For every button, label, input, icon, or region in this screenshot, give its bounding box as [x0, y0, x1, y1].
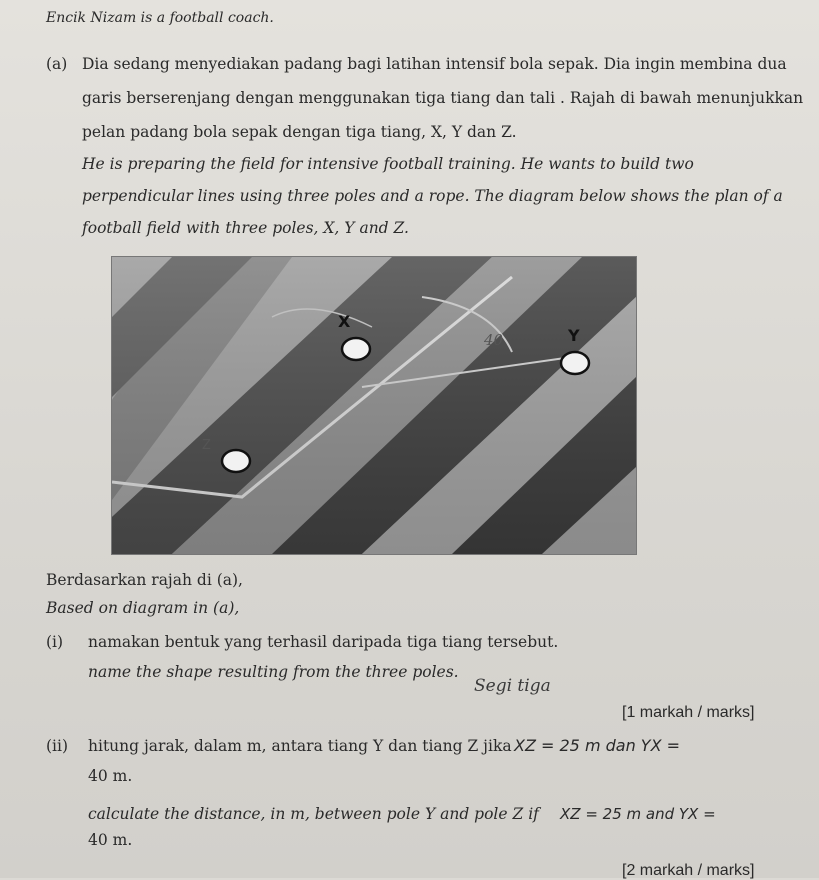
pole-x	[342, 338, 370, 360]
q2-marks: [2 markah / marks]	[622, 862, 755, 879]
pole-z-label: Z	[202, 438, 211, 453]
pole-x-label: X	[338, 312, 351, 331]
field-image	[112, 257, 636, 554]
part-a-malay-line-1: Dia sedang menyediakan padang bagi latihan intensif bola sepak. Dia ingin membina dua	[82, 55, 787, 73]
handwritten-angle: 40	[484, 331, 504, 349]
q2-english: calculate the distance, in m, between pole Y and pole Z if	[88, 805, 539, 823]
q2-english-condition: XZ = 25 m and YX =	[560, 805, 716, 823]
q2-malay-condition: XZ = 25 m dan YX =	[514, 736, 681, 755]
pole-z	[222, 450, 250, 472]
q2-malay-value: 40 m.	[88, 767, 133, 785]
intro-line: Encik Nizam is a football coach.	[46, 10, 274, 26]
q1-label: (i)	[46, 633, 64, 651]
q1-marks: [1 markah / marks]	[622, 704, 755, 721]
q1-handwritten-answer: Segi tiga	[474, 676, 551, 696]
part-a-malay-line-3: pelan padang bola sepak dengan tiga tiang, X, Y dan Z.	[82, 123, 517, 141]
q2-malay: hitung jarak, dalam m, antara tiang Y dan tiang Z jika	[88, 737, 512, 755]
part-a-english-line-2: perpendicular lines using three poles and a rope. The diagram below shows the plan of a	[82, 187, 783, 205]
based-on-malay: Berdasarkan rajah di (a),	[46, 571, 243, 589]
pole-y-label: Y	[568, 326, 580, 345]
q2-label: (ii)	[46, 737, 69, 755]
part-a-english-line-1: He is preparing the field for intensive football training. He wants to build two	[82, 155, 694, 173]
q2-english-value: 40 m.	[88, 831, 133, 849]
football-field-diagram	[111, 256, 637, 555]
part-a-english-line-3: football field with three poles, X, Y and Z.	[82, 219, 409, 237]
based-on-english: Based on diagram in (a),	[46, 599, 240, 617]
pole-y	[561, 352, 589, 374]
q1-malay: namakan bentuk yang terhasil daripada tiga tiang tersebut.	[88, 633, 559, 651]
part-a-malay-line-2: garis berserenjang dengan menggunakan tiga tiang dan tali . Rajah di bawah menunjukkan	[82, 89, 804, 107]
part-a-label: (a)	[46, 55, 68, 73]
q1-english: name the shape resulting from the three poles.	[88, 663, 459, 681]
